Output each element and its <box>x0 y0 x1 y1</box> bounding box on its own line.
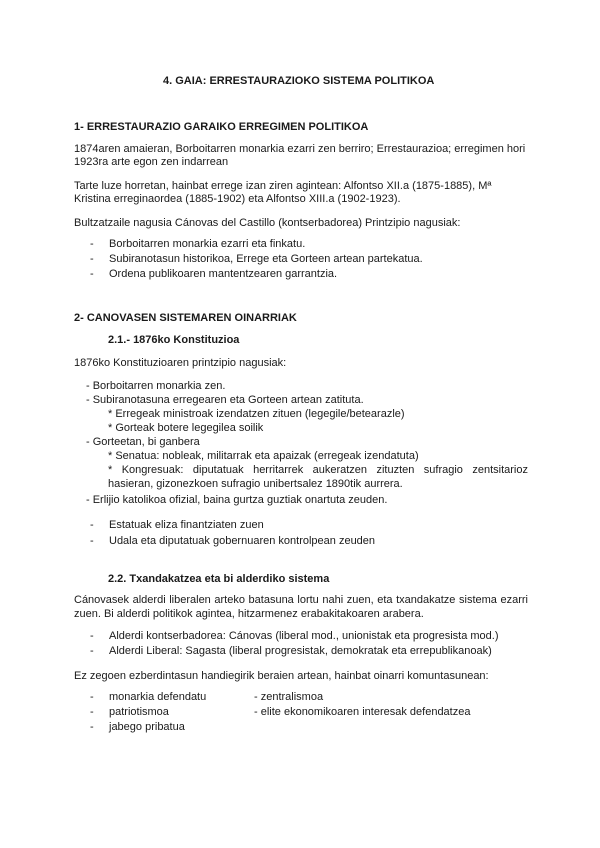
alternation-paragraph-line1: Cánovasek alderdi liberalen arteko batasuna lortu nahi zuen, eta txandakatze sistema ezarri <box>74 594 528 606</box>
bullet-dash: - <box>90 630 94 642</box>
constitution-item: - Erlijio katolikoa ofizial, baina gurtza guztiak onartuta zeuden. <box>86 494 388 506</box>
bullet-dash: - <box>90 706 94 718</box>
common-ground-item: jabego pribatua <box>109 721 185 733</box>
bullet-dash: - <box>90 721 94 733</box>
constitution-bullet: Udala eta diputatuak gobernuaren kontrolpean zeuden <box>109 535 376 547</box>
constitution-intro: 1876ko Konstituzioaren printzipio nagusiak: <box>74 357 287 369</box>
constitution-subitem: * Erregeak ministroak izendatzen zituen (legegile/betearazle) <box>108 408 405 420</box>
common-ground-paragraph: Ez zegoen ezberdintasun handiegirik beraien artean, hainbat oinarri komuntasunean: <box>74 670 489 682</box>
section1-paragraph1-line2: 1923ra arte egon zen indarrean <box>74 156 229 168</box>
subsection-2-2-heading: 2.2. Txandakatzea eta bi alderdiko sistema <box>108 573 330 585</box>
common-ground-item: - zentralismoa <box>254 691 324 703</box>
bullet-dash: - <box>90 238 94 250</box>
bullet-dash: - <box>90 535 94 547</box>
section1-heading: 1- ERRESTAURAZIO GARAIKO ERREGIMEN POLITIKOA <box>74 121 369 133</box>
page-title: 4. GAIA: ERRESTAURAZIOKO SISTEMA POLITIKOA <box>163 75 435 87</box>
alternation-paragraph-line2: zuen. Bi alderdi politikok agintea, hitzarmenez erabakitakoaren arabera. <box>74 608 424 620</box>
constitution-subitem: * Senatua: nobleak, militarrak eta apaizak (erregeak izendatuta) <box>108 450 419 462</box>
constitution-item: - Borboitarren monarkia zen. <box>86 380 226 392</box>
bullet-dash: - <box>90 268 94 280</box>
section1-paragraph2-line1: Tarte luze horretan, hainbat errege izan ziren agintean: Alfontso XII.a (1875-1885), Mª <box>74 180 492 192</box>
section2-heading: 2- CANOVASEN SISTEMAREN OINARRIAK <box>74 312 297 324</box>
section1-paragraph1-line1: 1874aren amaieran, Borboitarren monarkia ezarri zen berriro; Errestaurazioa; erregimen hori <box>74 143 526 155</box>
common-ground-item: - elite ekonomikoaren interesak defendatzea <box>254 706 471 718</box>
constitution-item: - Subiranotasuna erregearen eta Gorteen artean zatituta. <box>86 394 364 406</box>
bullet-dash: - <box>90 253 94 265</box>
bullet-dash: - <box>90 519 94 531</box>
bullet-dash: - <box>90 645 94 657</box>
constitution-subitem: * Gorteak botere legegilea soilik <box>108 422 264 434</box>
constitution-subitem: * Kongresuak: diputatuak herritarrek aukeratzen zituzten sufragio zentsitarioz <box>108 464 528 476</box>
party-bullet: Alderdi kontserbadorea: Cánovas (liberal mod., unionistak eta progresista mod.) <box>109 630 499 642</box>
subsection-2-1-heading: 2.1.- 1876ko Konstituzioa <box>108 334 240 346</box>
party-bullet: Alderdi Liberal: Sagasta (liberal progresistak, demokratak eta errepublikanoak) <box>109 645 492 657</box>
common-ground-item: patriotismoa <box>109 706 169 718</box>
section1-paragraph3: Bultzatzaile nagusia Cánovas del Castillo (kontserbadorea) Printzipio nagusiak: <box>74 217 461 229</box>
section1-paragraph2-line2: Kristina erreginaordea (1885-1902) eta Alfontso XIII.a (1902-1923). <box>74 193 401 205</box>
section1-bullet: Borboitarren monarkia ezarri eta finkatu. <box>109 238 306 250</box>
section1-bullet: Subiranotasun historikoa, Errege eta Gorteen artean partekatua. <box>109 253 423 265</box>
constitution-item: - Gorteetan, bi ganbera <box>86 436 200 448</box>
constitution-subitem-continued: hasieran, gizonezkoen sufragio unibertsalez 1890tik aurrera. <box>108 478 403 490</box>
common-ground-item: monarkia defendatu <box>109 691 207 703</box>
section1-bullet: Ordena publikoaren mantentzearen garrantzia. <box>109 268 338 280</box>
constitution-bullet: Estatuak eliza finantziaten zuen <box>109 519 264 531</box>
bullet-dash: - <box>90 691 94 703</box>
